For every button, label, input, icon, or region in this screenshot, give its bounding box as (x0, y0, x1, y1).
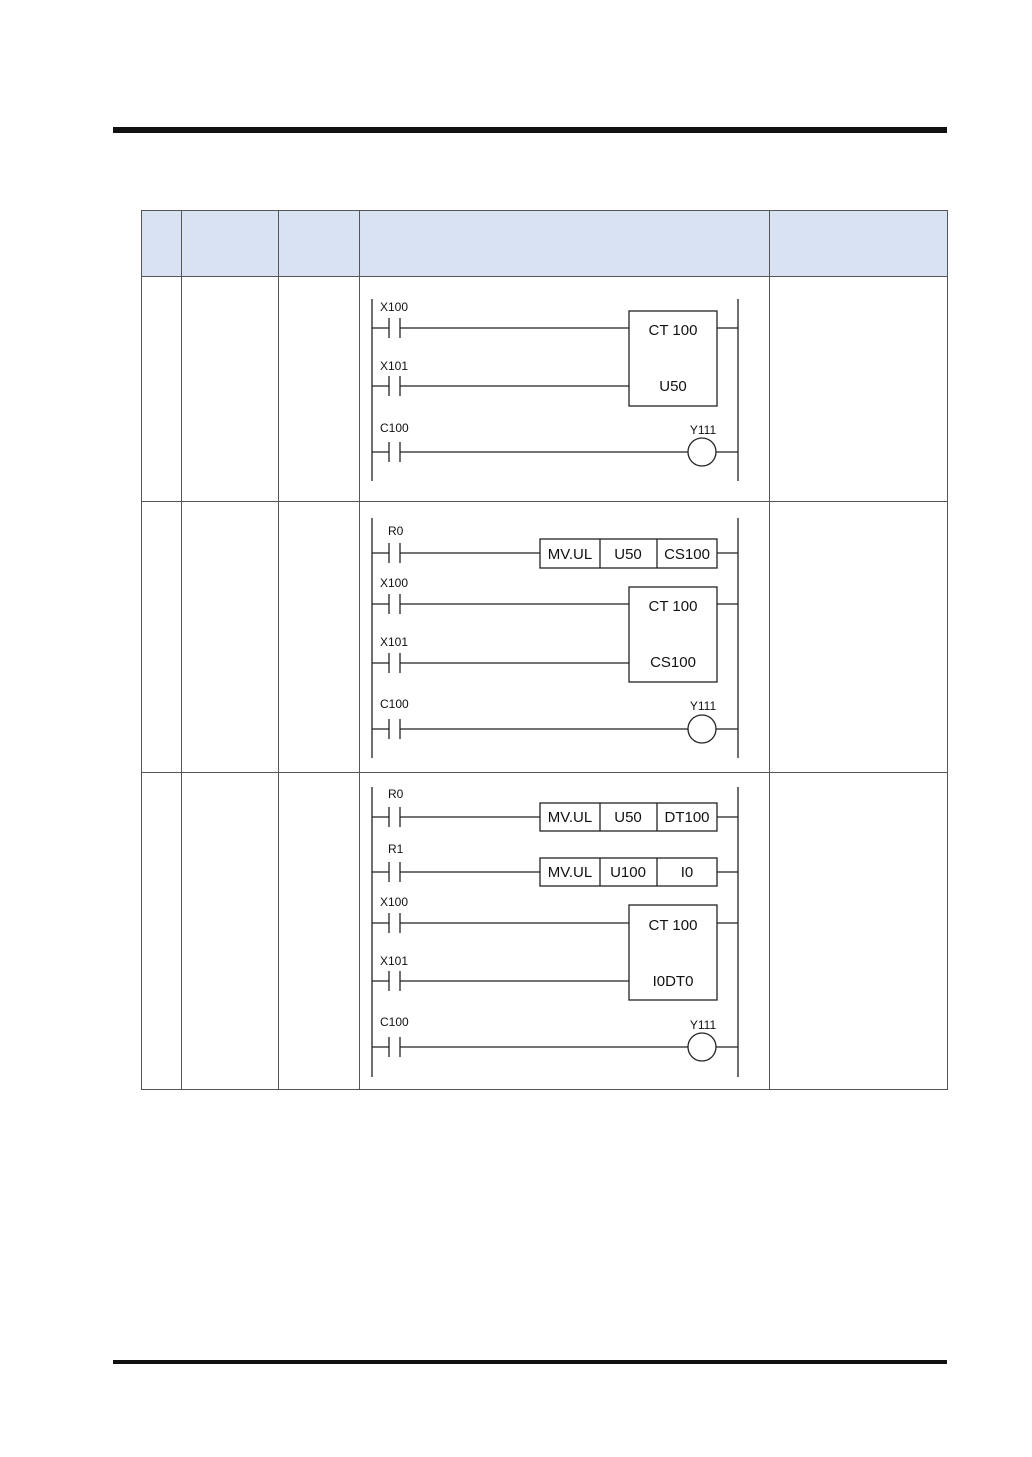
row3-cell-3 (279, 773, 360, 1090)
output-coil (688, 715, 716, 743)
instruction-destination: DT100 (664, 809, 710, 826)
row1-cell-1 (142, 277, 182, 502)
contact-r1 (372, 862, 540, 882)
coil-label: Y111 (689, 423, 717, 437)
counter-name: CT 100 (648, 598, 698, 615)
instruction-source: U50 (614, 809, 642, 826)
table-row (142, 773, 948, 1090)
instruction-source: U50 (614, 546, 642, 563)
row1-cell-2 (182, 277, 279, 502)
contact-x100 (372, 318, 629, 338)
table-row (142, 502, 948, 773)
header-cell-4 (360, 211, 770, 277)
contact-label: X101 (380, 954, 409, 968)
output-coil (688, 438, 716, 466)
contact-x100 (372, 913, 629, 933)
counter-setting: CS100 (650, 654, 696, 671)
row3-diagram-cell (360, 773, 770, 1090)
contact-label: X100 (380, 576, 409, 590)
row3-cell-1 (142, 773, 182, 1090)
contact-r0 (372, 807, 540, 827)
contact-c100 (372, 1037, 688, 1057)
contact-c100 (372, 719, 688, 739)
row3-cell-2 (182, 773, 279, 1090)
instruction-destination: CS100 (664, 546, 710, 563)
contact-r0 (372, 543, 540, 563)
contact-label: X101 (380, 359, 409, 373)
counter-setting: U50 (659, 378, 687, 395)
output-coil (688, 1033, 716, 1061)
contact-label: C100 (380, 697, 409, 711)
contact-label: X100 (380, 300, 409, 314)
header-rule (113, 127, 947, 133)
row2-diagram-cell (360, 502, 770, 773)
counter-name: CT 100 (648, 322, 698, 339)
row3-cell-5 (770, 773, 948, 1090)
contact-label: X100 (380, 895, 409, 909)
ladder-diagram-1 (360, 277, 770, 501)
header-cell-5 (770, 211, 948, 277)
row1-diagram-cell (360, 277, 770, 502)
contact-label: X101 (380, 635, 409, 649)
row2-cell-1 (142, 502, 182, 773)
ladder-diagram-2 (360, 502, 770, 772)
header-cell-1 (142, 211, 182, 277)
contact-label: C100 (380, 1015, 409, 1029)
counter-name: CT 100 (648, 917, 698, 934)
instruction-name: MV.UL (547, 809, 593, 826)
ladder-diagram-3 (360, 773, 770, 1089)
contact-x101 (372, 376, 629, 396)
table-header-row (142, 211, 948, 277)
instruction-name: MV.UL (547, 546, 593, 563)
row1-cell-5 (770, 277, 948, 502)
row2-cell-3 (279, 502, 360, 773)
instruction-destination: I0 (680, 864, 694, 881)
contact-label: R0 (388, 524, 404, 538)
ladder-example-table (141, 210, 948, 1090)
coil-label: Y111 (689, 1018, 717, 1032)
header-cell-2 (182, 211, 279, 277)
coil-label: Y111 (689, 699, 717, 713)
table-row (142, 277, 948, 502)
contact-label: C100 (380, 421, 409, 435)
instruction-source: U100 (610, 864, 646, 881)
contact-c100 (372, 442, 688, 462)
header-cell-3 (279, 211, 360, 277)
contact-x101 (372, 971, 629, 991)
contact-label: R1 (388, 842, 404, 856)
row1-cell-3 (279, 277, 360, 502)
contact-x101 (372, 653, 629, 673)
contact-x100 (372, 594, 629, 614)
row2-cell-2 (182, 502, 279, 773)
contact-label: R0 (388, 787, 404, 801)
row2-cell-5 (770, 502, 948, 773)
footer-rule (113, 1360, 947, 1364)
counter-setting: I0DT0 (652, 973, 694, 990)
instruction-name: MV.UL (547, 864, 593, 881)
